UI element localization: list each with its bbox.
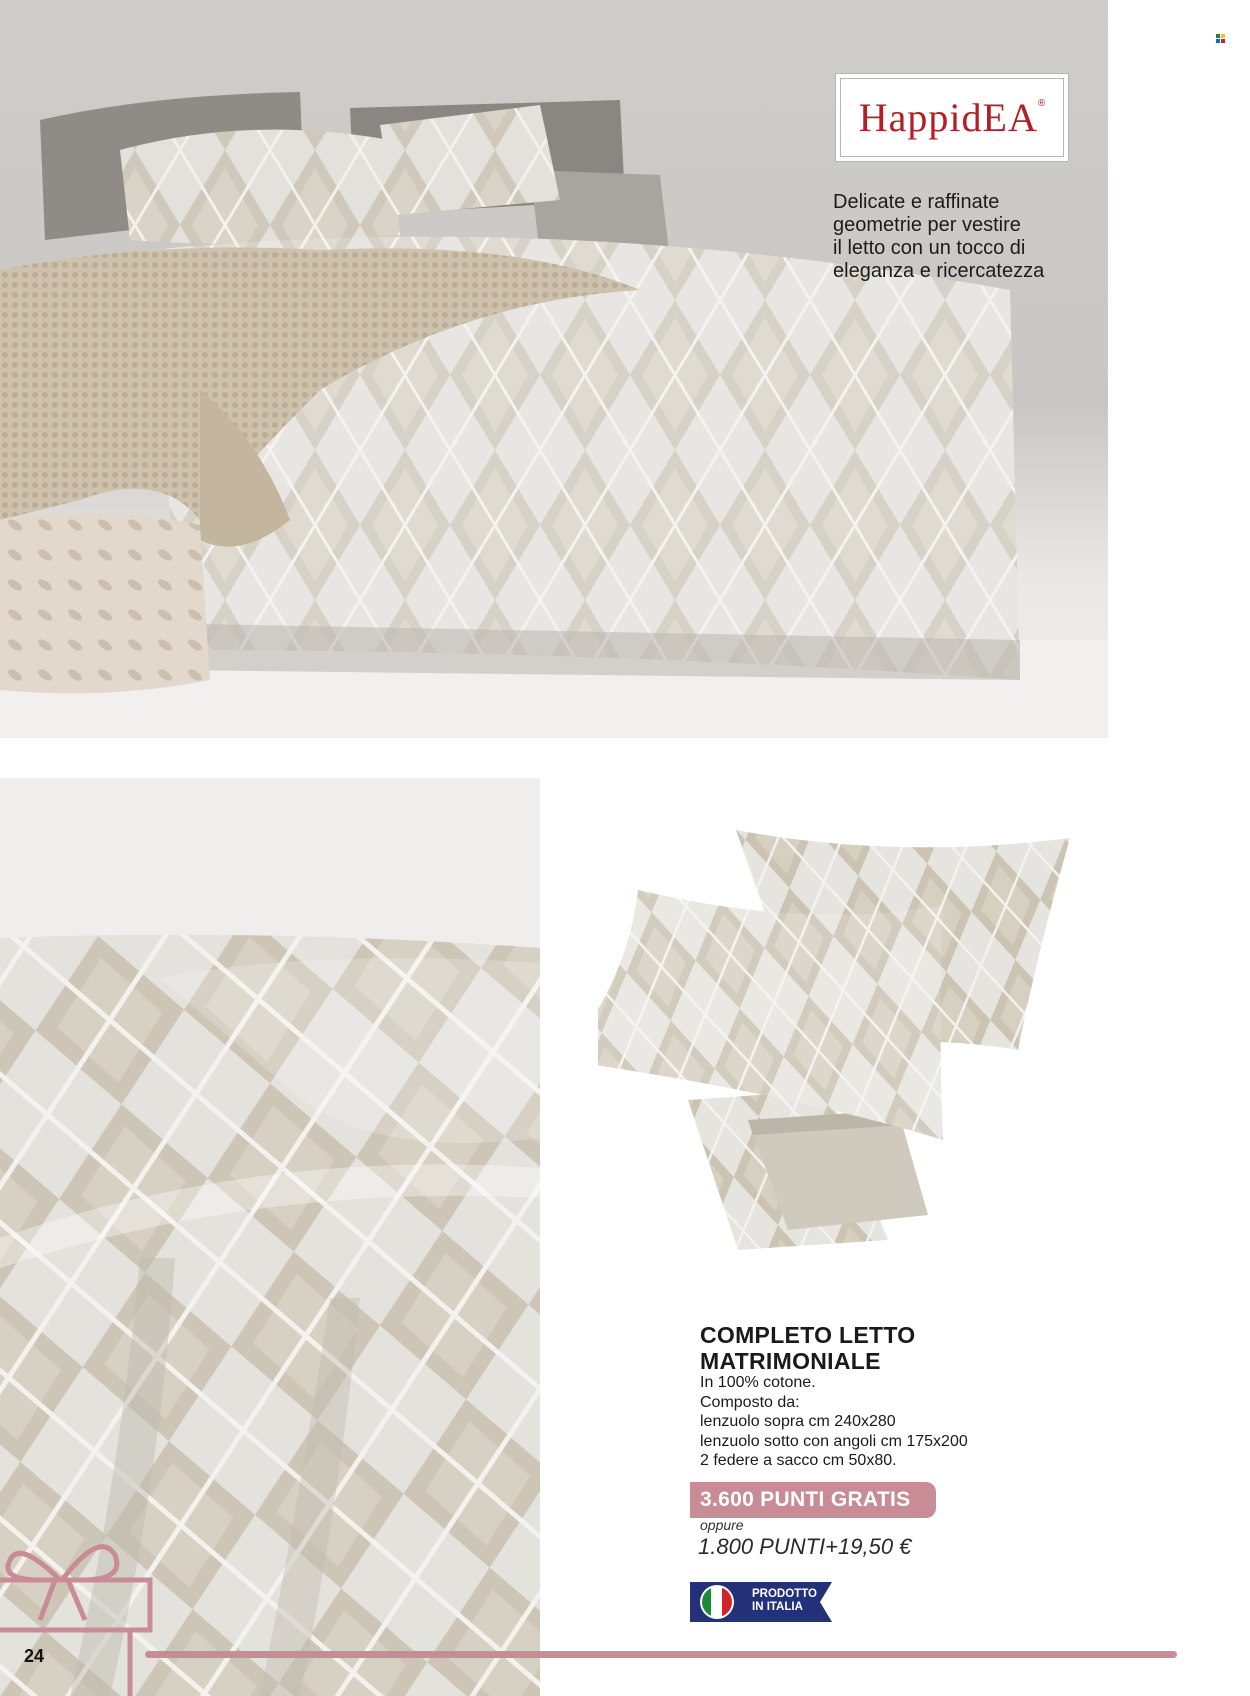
description-line: In 100% cotone. bbox=[700, 1374, 816, 1391]
page-number: 24 bbox=[24, 1646, 45, 1666]
made-in-italy-text bbox=[752, 1588, 817, 1614]
gift-box-icon bbox=[0, 1520, 165, 1696]
description-line: 2 federe a sacco cm 50x80. bbox=[700, 1452, 897, 1469]
color-dots-icon bbox=[1216, 34, 1226, 43]
made-in-line: PRODOTTO bbox=[752, 1588, 817, 1600]
tagline-line: geometrie per vestire bbox=[833, 214, 1021, 236]
made-in-line: IN ITALIA bbox=[752, 1601, 803, 1613]
oppure-label: oppure bbox=[700, 1517, 744, 1533]
tagline bbox=[833, 191, 1103, 283]
product-title-line: MATRIMONIALE bbox=[700, 1348, 881, 1374]
italy-flag-icon bbox=[700, 1585, 734, 1619]
description-line: lenzuolo sopra cm 240x280 bbox=[700, 1413, 896, 1430]
registered-mark: ® bbox=[1037, 98, 1046, 109]
brand-logo-text: HappidEA bbox=[858, 95, 1038, 140]
alternative-price: 1.800 PUNTI+19,50 € bbox=[698, 1534, 912, 1559]
product-title bbox=[700, 1322, 915, 1374]
product-description bbox=[700, 1373, 968, 1471]
product-title-line: COMPLETO LETTO bbox=[700, 1322, 916, 1348]
product-bedding-photo bbox=[598, 810, 1093, 1290]
points-price-label: 3.600 PUNTI GRATIS bbox=[700, 1488, 911, 1511]
tagline-line: il letto con un tocco di bbox=[833, 237, 1026, 259]
footer-rule bbox=[145, 1651, 1177, 1658]
description-line: Composto da: bbox=[700, 1393, 800, 1411]
points-price-badge bbox=[690, 1482, 936, 1518]
brand-logo bbox=[835, 73, 1069, 162]
description-line: lenzuolo sotto con angoli cm 175x200 bbox=[700, 1432, 968, 1450]
tagline-line: eleganza e ricercatezza bbox=[833, 260, 1045, 282]
tagline-line: Delicate e raffinate bbox=[833, 191, 1000, 213]
